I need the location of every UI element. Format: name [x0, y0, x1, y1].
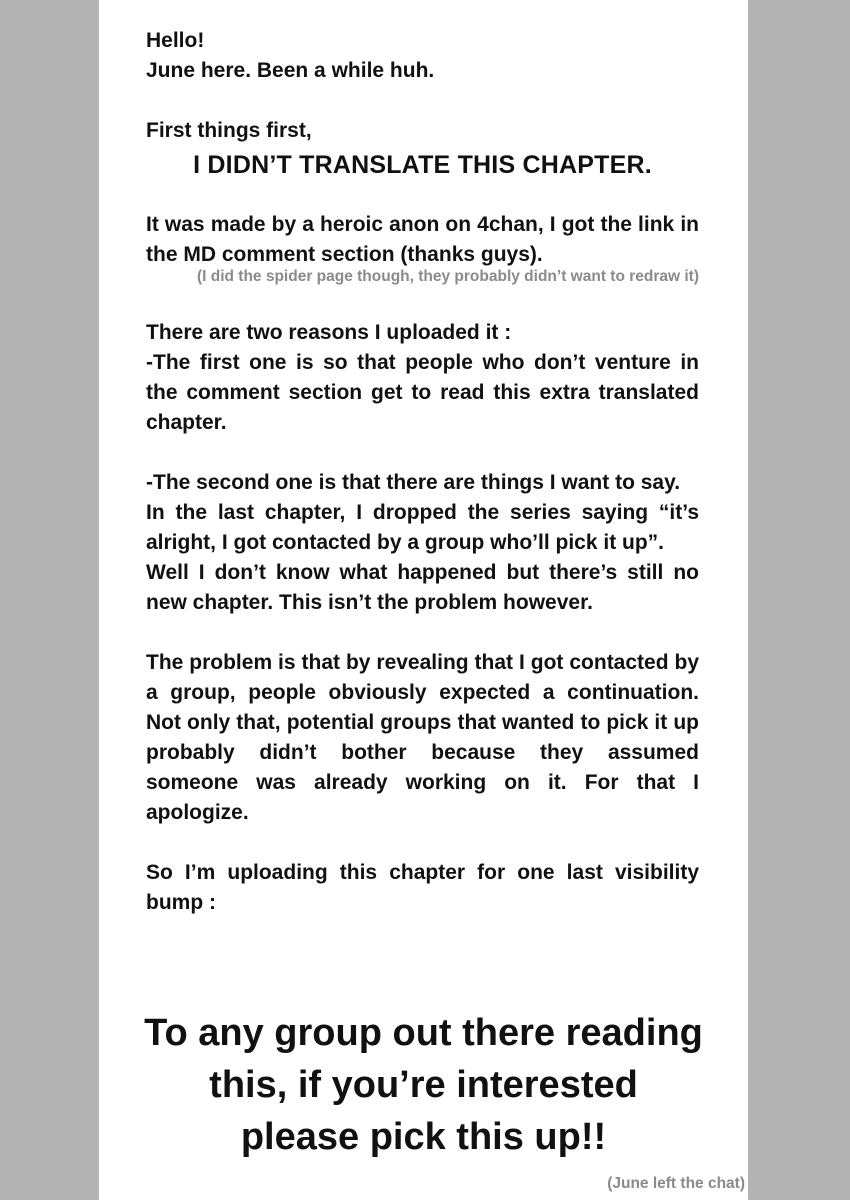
- appeal-line: this, if you’re interested: [209, 1064, 638, 1106]
- appeal-block: [99, 1007, 748, 1163]
- reasons-intro: There are two reasons I uploaded it :: [146, 321, 512, 344]
- first-things-line: First things first,: [146, 119, 312, 142]
- uploading-paragraph: So I’m uploading this chapter for one last visibility bump :: [146, 861, 699, 914]
- spider-note: (I did the spider page though, they probably didn’t want to redraw it): [196, 268, 699, 285]
- credit-paragraph: It was made by a heroic anon on 4chan, I got the link in the MD comment section (thanks guys).: [146, 213, 699, 266]
- greeting: Hello!: [146, 29, 205, 52]
- reason-two: -The second one is that there are things I want to say.: [146, 471, 681, 494]
- letter-body: [146, 26, 699, 918]
- appeal-line: please pick this up!!: [240, 1116, 607, 1158]
- intro-line: June here. Been a while huh.: [146, 59, 435, 82]
- letter-page: [99, 0, 748, 1200]
- last-chapter-paragraph: In the last chapter, I dropped the series saying “it’s alright, I got contacted by a group who’ll pick it up”.: [146, 501, 699, 554]
- footer-note: (June left the chat): [607, 1175, 745, 1192]
- reason-one: -The first one is so that people who don’t venture in the comment section get to read this extra translated chapter.: [146, 351, 699, 434]
- problem-paragraph: The problem is that by revealing that I got contacted by a group, people obviously expected a continuation. Not only that, potential groups that wanted to pick it up probably didn’t bother because they assumed someone was already working on it. For that I apologize.: [146, 651, 699, 824]
- dont-know-paragraph: Well I don’t know what happened but there’s still no new chapter. This isn’t the problem however.: [146, 561, 699, 614]
- appeal-line: To any group out there reading: [144, 1012, 703, 1054]
- headline: I DIDN’T TRANSLATE THIS CHAPTER.: [193, 151, 652, 179]
